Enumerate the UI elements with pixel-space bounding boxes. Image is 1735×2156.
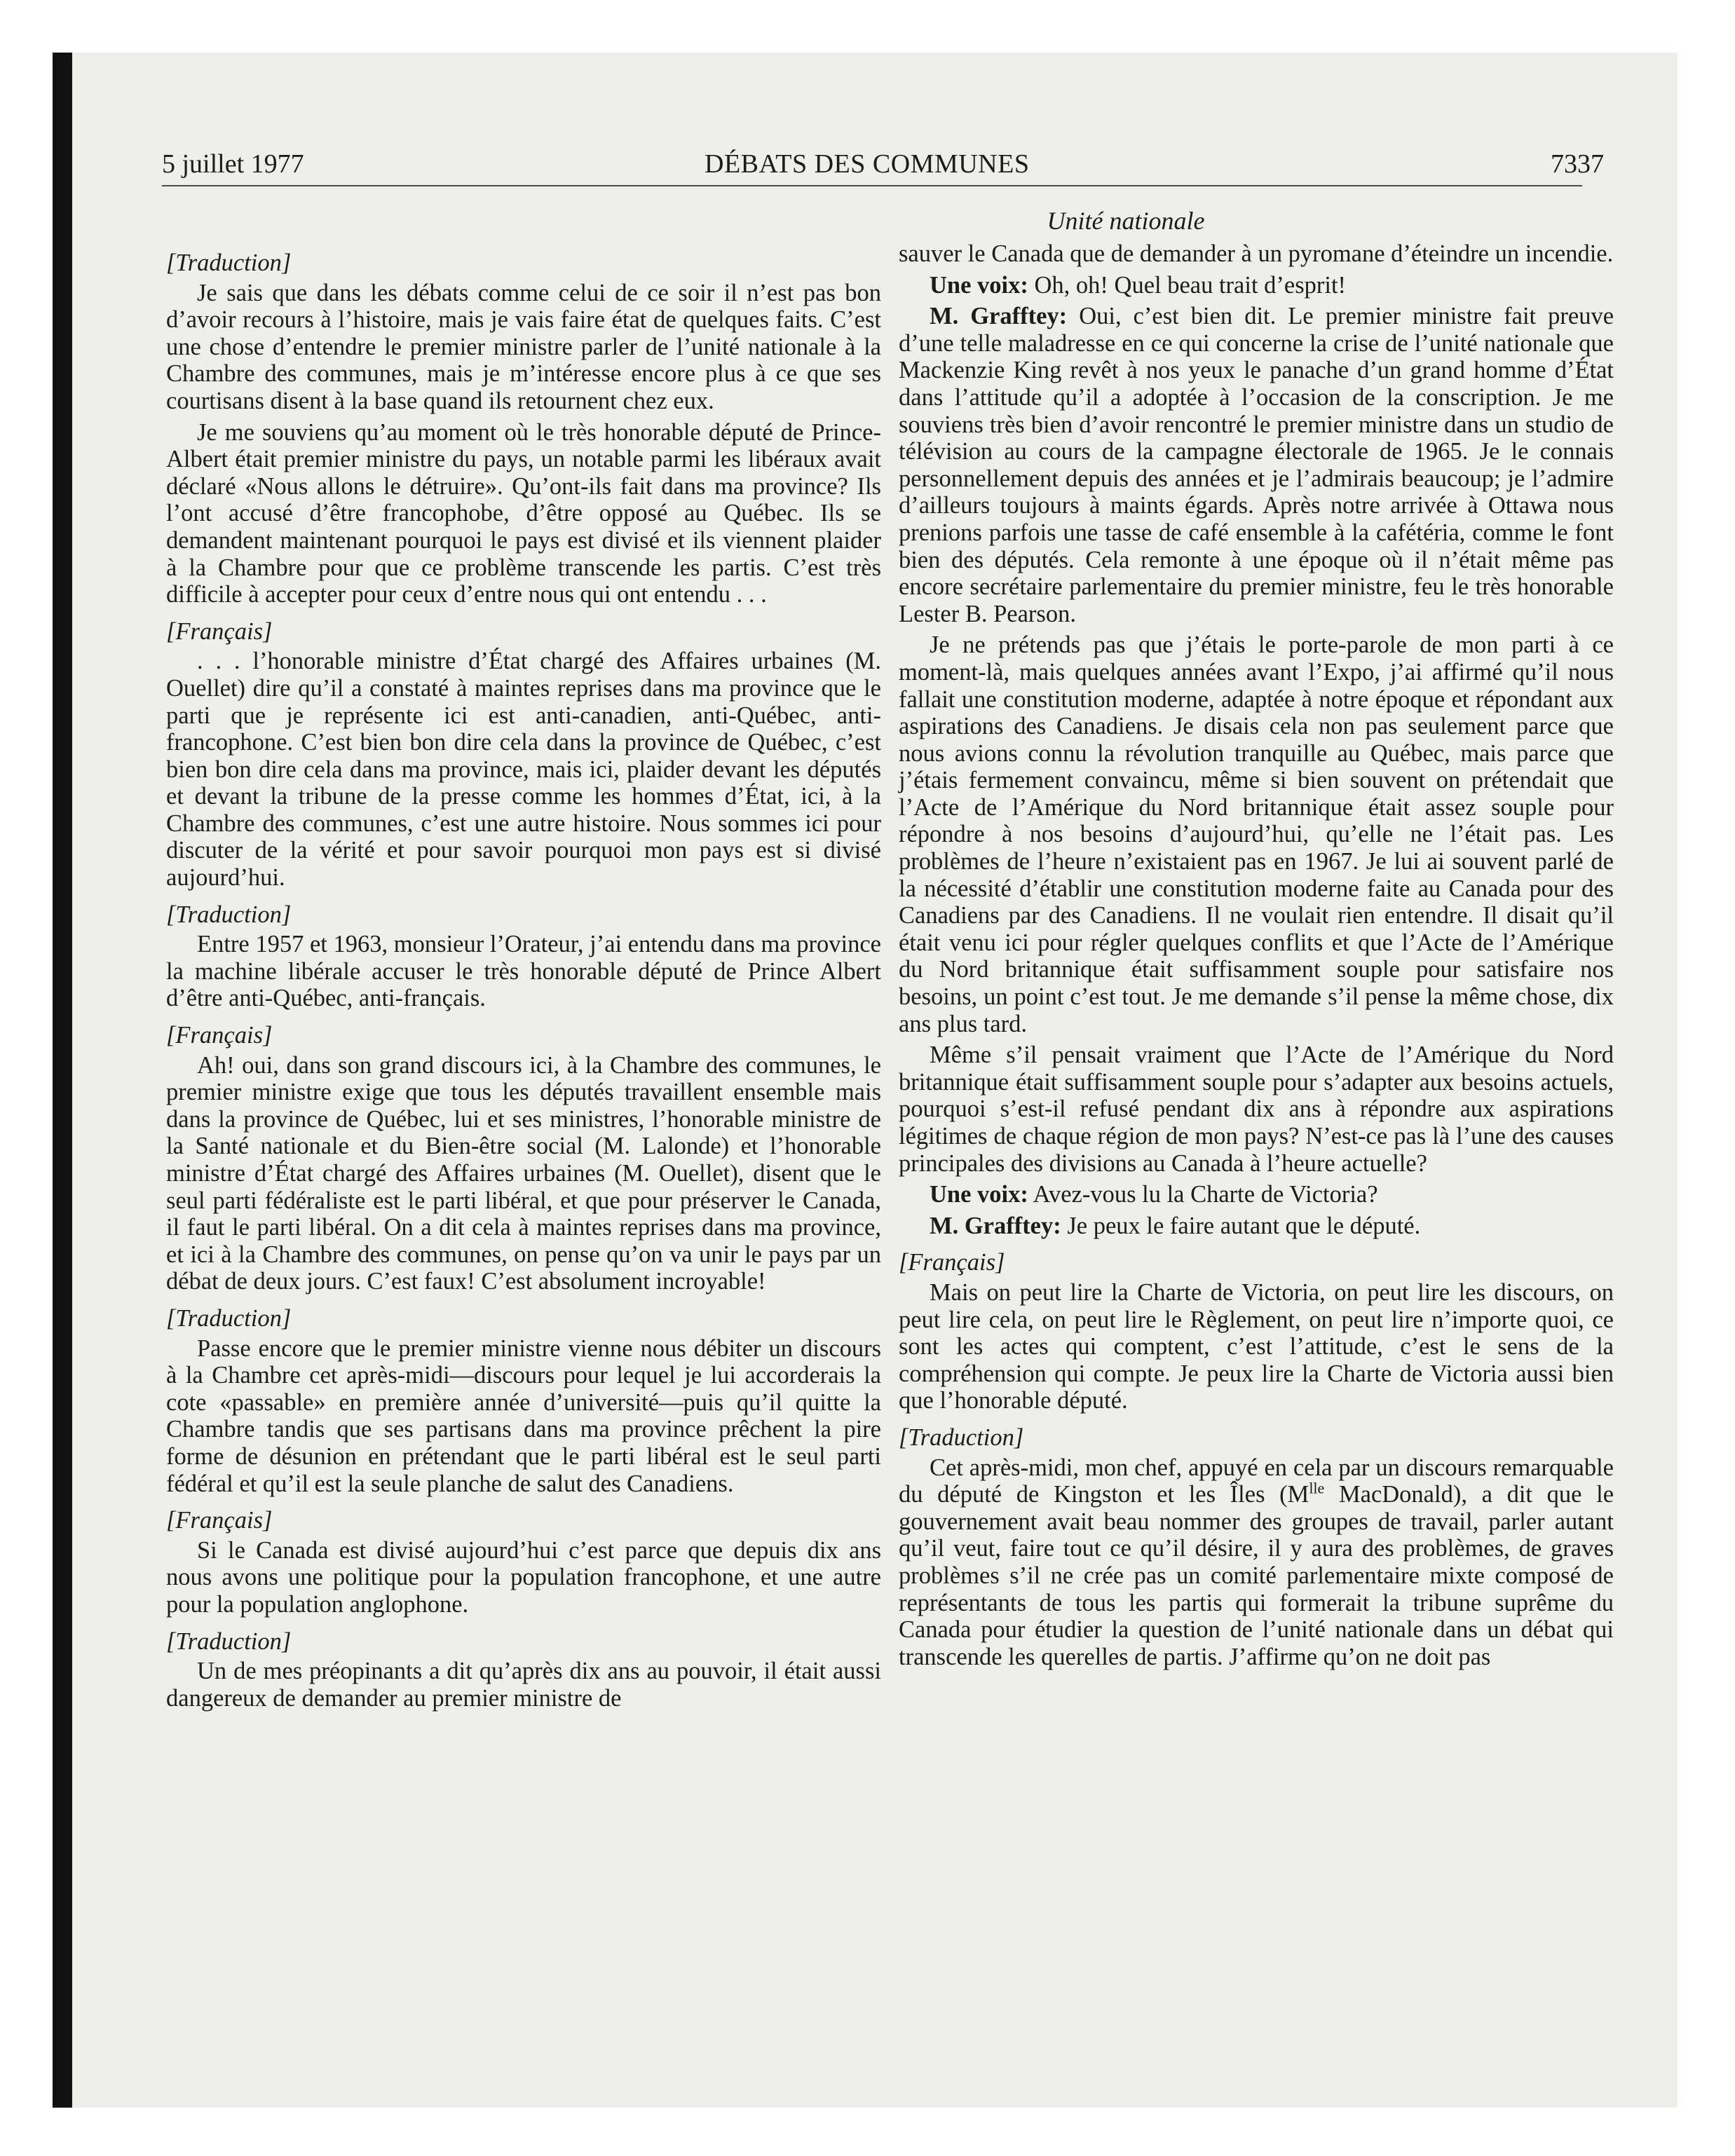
language-tag: [Français] xyxy=(166,1022,273,1049)
superscript-abbrev: lle xyxy=(1309,1479,1325,1497)
speech-entry xyxy=(899,1213,1614,1240)
paragraph-text: MacDonald), a dit que le gouvernement avait beau nommer des groupes de travail, parler autant qu’il veut, faire tout ce qu’il désire, il y aura des problèmes, de graves problèmes s’il ne crée pas un comité parlementaire mixte composé de représentants de tous les partis qui formerait la tribune suprême du Canada pour étudier la question de l’unité nationale dans un débat qui transcende les querelles de partis. J’affirme qu’on ne doit pas xyxy=(899,1481,1614,1670)
speech-text: Avez-vous lu la Charte de Victoria? xyxy=(1033,1181,1378,1208)
paragraph: Entre 1957 et 1963, monsieur l’Orateur, j’ai entendu dans ma province la machine libérale accuser le très honorable député de Prince Albert d’être anti-Québec, anti-français. xyxy=(166,931,881,1012)
paragraph: . . . l’honorable ministre d’État chargé des Affaires urbaines (M. Ouellet) dire qu’il a constaté à maintes reprises dans ma province que le parti que je représente ici est anti-canadien, anti-Québec, anti-francophone. C’est bien bon dire cela dans la province de Québec, c’est bien bon dire cela dans ma province, mais ici, plaider devant les députés et devant la tribune de la presse comme les hommes d’État, ici, à la Chambre des communes, c’est une autre histoire. Nous sommes ici pour discuter de la vérité et pour savoir pourquoi mon pays est si divisé aujourd’hui. xyxy=(166,648,881,892)
language-tag: [Traduction] xyxy=(166,250,292,276)
language-tag: [Français] xyxy=(899,1249,1005,1276)
section-rubric: Unité nationale xyxy=(1047,207,1205,235)
paragraph: Un de mes préopinants a dit qu’après dix ans au pouvoir, il était aussi dangereux de demander au premier ministre de xyxy=(166,1658,881,1712)
speech-entry xyxy=(899,303,1614,627)
speech-text: Je peux le faire autant que le député. xyxy=(1067,1212,1421,1239)
scan-edge xyxy=(53,53,72,2108)
paragraph: sauver le Canada que de demander à un pyromane d’éteindre un incendie. xyxy=(899,240,1614,267)
paragraph: Je sais que dans les débats comme celui de ce soir il n’est pas bon d’avoir recours à l’histoire, mais je vais faire état de quelques faits. C’est une chose d’entendre le premier ministre parler de l’unité nationale à la Chambre des communes, mais je m’intéresse encore plus à ce que ses courtisans disent à la base quand ils retournent chez eux. xyxy=(166,279,881,414)
paragraph: Je me souviens qu’au moment où le très honorable député de Prince-Albert était premier ministre du pays, un notable parmi les libéraux avait déclaré «Nous allons le détruire». Qu’ont-ils fait dans ma province? Ils l’ont accusé d’être francophobe, d’être opposé au Québec. Ils se demandent maintenant pourquoi le pays est divisé et ils viennent plaider à la Chambre pour que ce problème transcende les partis. C’est très difficile à accepter pour ceux d’entre nous qui ont entendu . . . xyxy=(166,418,881,608)
language-tag: [Français] xyxy=(166,1507,273,1534)
language-tag: [Traduction] xyxy=(166,1304,292,1332)
speech-text: Oui, c’est bien dit. Le premier ministre fait preuve d’une telle maladresse en ce qui concerne la crise de l’unité nationale que Mackenzie King revêt à nos yeux le panache d’un grand homme d’État dans l’attitude qu’il a adoptée à l’occasion de la conscription. Je me souviens très bien d’avoir rencontré le premier ministre dans un studio de télévision au cours de la campagne électorale de 1965. Je le connais personnellement depuis des années et je l’admirais beaucoup; je l’admire d’ailleurs toujours à maints égards. Après notre arrivée à Ottawa nous prenions parfois une tasse de café ensemble à la cafétéria, comme le font bien des députés. Cela remonte à une époque où il n’était même pas encore secrétaire parlementaire du premier ministre, feu le très honorable Lester B. Pearson. xyxy=(899,303,1614,627)
speech-text: Oh, oh! Quel beau trait d’esprit! xyxy=(1034,271,1347,299)
header-date: 5 juillet 1977 xyxy=(162,149,304,179)
left-column xyxy=(166,250,881,1716)
language-tag: [Français] xyxy=(166,618,273,645)
right-column xyxy=(899,240,1614,1674)
paragraph: Même s’il pensait vraiment que l’Acte de l’Amérique du Nord britannique était suffisamment souple pour s’adapter aux besoins actuels, pourquoi s’est-il refusé pendant dix ans à répondre aux aspirations légitimes de chaque région de mon pays? N’est-ce pas là l’une des causes principales des divisions au Canada à l’heure actuelle? xyxy=(899,1042,1614,1177)
speaker-name: Une voix: xyxy=(930,1181,1028,1208)
language-tag: [Traduction] xyxy=(166,901,292,928)
speech-entry xyxy=(899,272,1614,299)
language-tag: [Traduction] xyxy=(899,1424,1024,1451)
header-title: DÉBATS DES COMMUNES xyxy=(705,149,1030,179)
header-page-number: 7337 xyxy=(1551,149,1604,179)
header-rule xyxy=(162,185,1582,186)
paragraph: Ah! oui, dans son grand discours ici, à la Chambre des communes, le premier ministre exige que tous les députés travaillent ensemble mais dans la province de Québec, lui et ses ministres, l’honorable ministre de la Santé nationale et du Bien-être social (M. Lalonde) et l’honorable ministre d’État chargé des Affaires urbaines (M. Ouellet), disent que le seul parti fédéraliste est le parti libéral, et que pour préserver le Canada, il faut le parti libéral. On a dit cela à maintes reprises dans ma province, et ici à la Chambre des communes, on pense qu’on va unir le pays par un débat de deux jours. C’est faux! C’est absolument incroyable! xyxy=(166,1051,881,1295)
paragraph-text: Cet après-midi, mon chef, appuyé en cela par un discours remarquable du député de Kingston et les Îles (M xyxy=(899,1454,1614,1508)
paragraph: Mais on peut lire la Charte de Victoria, on peut lire les discours, on peut lire cela, on peut lire le Règlement, on peut lire n’importe quoi, ce sont les actes qui comptent, c’est l’attitude, c’est le sens de la compréhension qui compte. Je peux lire la Charte de Victoria aussi bien que l’honorable député. xyxy=(899,1278,1614,1414)
speech-entry xyxy=(899,1181,1614,1208)
paragraph: Passe encore que le premier ministre vienne nous débiter un discours à la Chambre cet après-midi—discours pour lequel je lui accorderais la cote «passable» en première année d’université—puis qu’il quitte la Chambre tandis que ses partisans dans ma province prêchent la pire forme de désunion en prétendant que le parti libéral est le seul parti fédéral et qu’il est la seule planche de salut des Canadiens. xyxy=(166,1335,881,1497)
speaker-name: M. Grafftey: xyxy=(930,1212,1061,1239)
language-tag: [Traduction] xyxy=(166,1628,292,1655)
speaker-name: M. Grafftey: xyxy=(930,303,1068,330)
paragraph: Si le Canada est divisé aujourd’hui c’est parce que depuis dix ans nous avons une politique pour la population francophone, et une autre pour la population anglophone. xyxy=(166,1536,881,1618)
speaker-name: Une voix: xyxy=(930,271,1028,299)
paragraph: Je ne prétends pas que j’étais le porte-parole de mon parti à ce moment-là, mais quelques années avant l’Expo, j’ai affirmé qu’il nous fallait une constitution moderne, adaptée à notre époque et répondant aux aspirations des Canadiens. Je disais cela non pas seulement parce que nous avions connu la révolution tranquille au Québec, mais parce que j’étais fermement convaincu, même si bien souvent on prétendait que l’Acte de l’Amérique du Nord britannique était assez souple pour répondre à nos besoins d’aujourd’hui, qu’elle ne l’était pas. Les problèmes de l’heure n’existaient pas en 1967. Je lui ai souvent parlé de la nécessité d’établir une constitution moderne faite au Canada pour des Canadiens par des Canadiens. Il ne voulait rien entendre. Il disait qu’il était venu ici pour régler quelques conflits et que l’Acte de l’Amérique du Nord britannique était suffisamment souple pour satisfaire nos besoins, un point c’est tout. Je me demande s’il pense la même chose, dix ans plus tard. xyxy=(899,632,1614,1037)
paragraph xyxy=(899,1454,1614,1671)
